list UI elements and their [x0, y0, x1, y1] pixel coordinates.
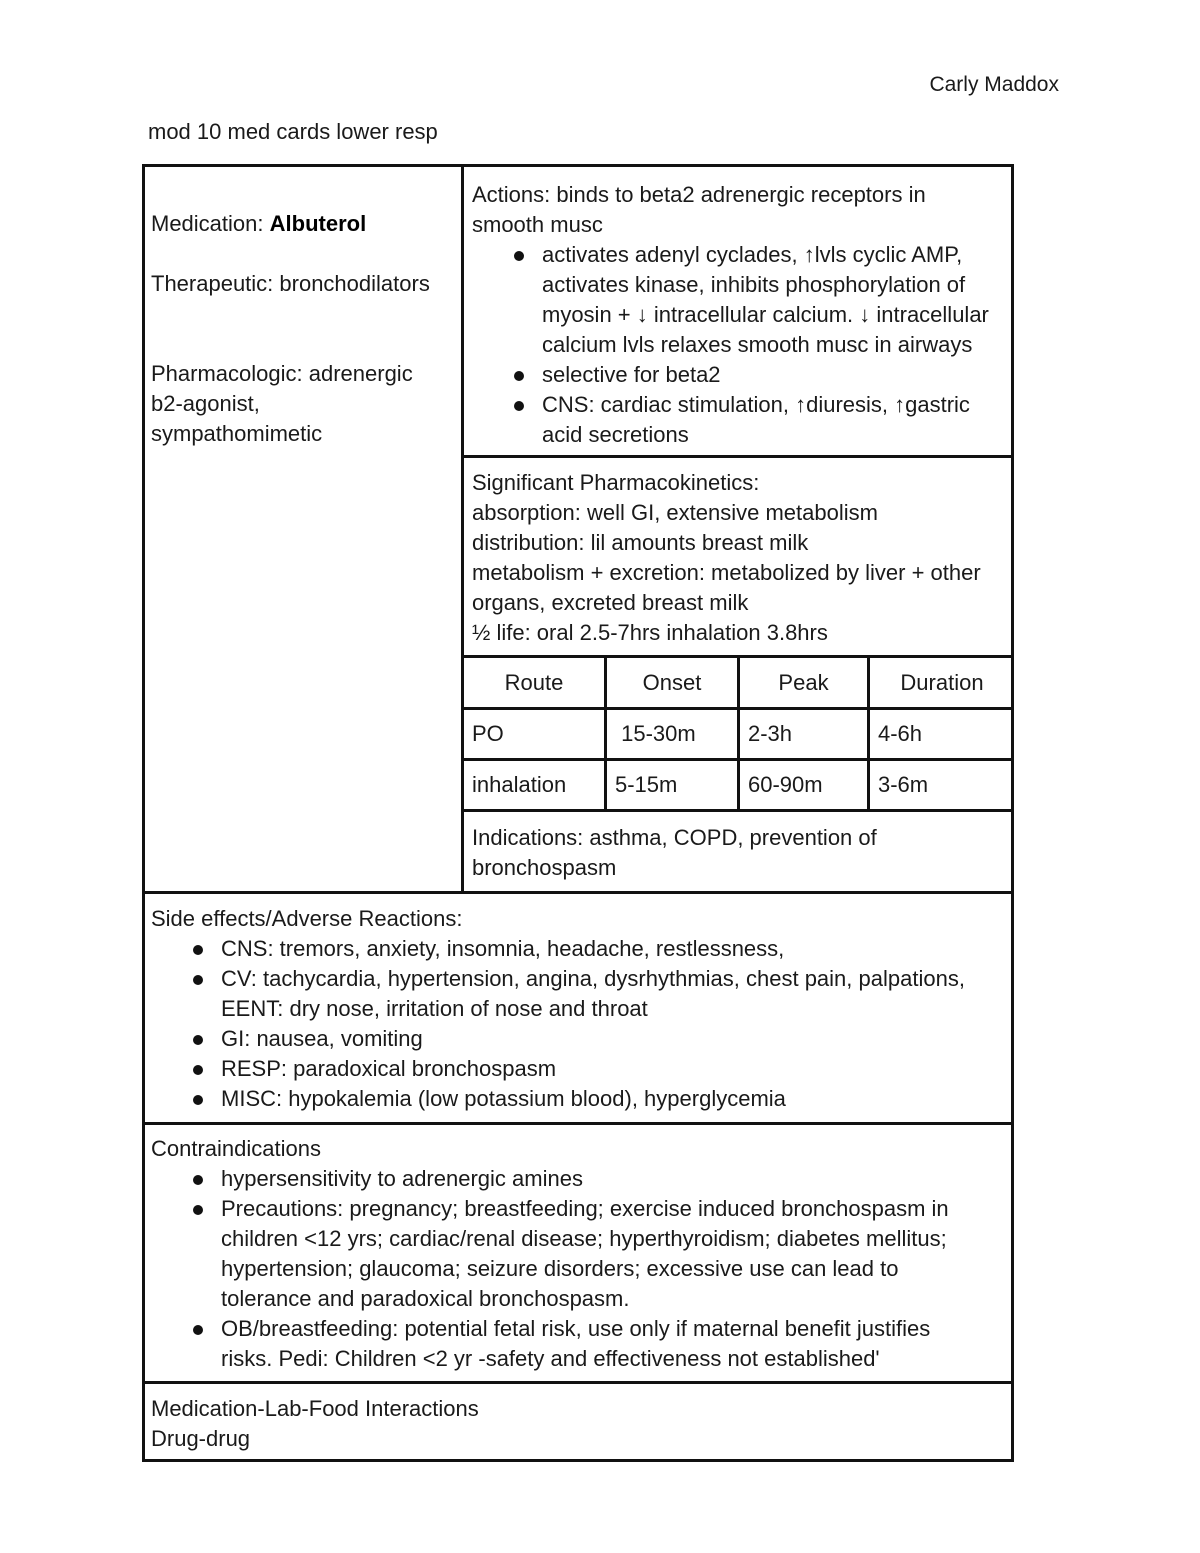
table-header-peak: Peak — [778, 669, 829, 695]
interactions-drug-drug: Drug-drug — [151, 1426, 251, 1451]
table-cell: 5-15m — [615, 772, 678, 797]
list-item: CNS: cardiac stimulation, ↑diuresis, ↑gastric acid secretions — [472, 390, 1012, 450]
side-effects-list — [151, 934, 1011, 1114]
actions-list — [472, 240, 1012, 450]
contraindications-title: Contraindications — [151, 1136, 321, 1161]
list-item: Precautions: pregnancy; breastfeeding; exercise induced bronchospasm in children <12 yrs; cardiac/renal disease; hyperthyroidism; diabetes mellitus; hypertension; glaucoma; seizure disorders; excessive use can lead to tolerance and paradoxical bronchospasm. — [151, 1194, 1011, 1314]
row-divider-table-row2 — [461, 809, 1014, 812]
list-item: RESP: paradoxical bronchospasm — [151, 1054, 1011, 1084]
side-effects-title: Side effects/Adverse Reactions: — [151, 906, 463, 931]
table-cell: PO — [472, 721, 504, 746]
list-item: activates adenyl cyclades, ↑lvls cyclic AMP, activates kinase, inhibits phosphorylation of myosin + ↓ intracellular calcium. ↓ intracellular calcium lvls relaxes smooth musc in airways — [472, 240, 1012, 360]
pharmacologic-line-3: sympathomimetic — [151, 421, 323, 446]
therapeutic-class: Therapeutic: bronchodilators — [151, 271, 430, 296]
pk-distribution: distribution: lil amounts breast milk — [472, 530, 809, 555]
side-effects-section — [151, 904, 1011, 1114]
row-divider-actions — [461, 455, 1014, 458]
author-name: Carly Maddox — [929, 73, 1059, 96]
interactions-title: Medication-Lab-Food Interactions — [151, 1396, 479, 1421]
contraindications-list — [151, 1164, 1011, 1374]
contraindications-section — [151, 1134, 1011, 1374]
med-card — [142, 164, 1014, 1462]
table-header-route: Route — [504, 669, 564, 695]
indications-section: Indications: asthma, COPD, prevention of bronchospasm — [472, 825, 877, 880]
pharmacologic-line-1: Pharmacologic: adrenergic — [151, 361, 413, 386]
list-item: GI: nausea, vomiting — [151, 1024, 1011, 1054]
row-divider-contraindications — [145, 1122, 1014, 1125]
list-item: CNS: tremors, anxiety, insomnia, headache, restlessness, — [151, 934, 1011, 964]
table-cell: inhalation — [472, 772, 567, 797]
pk-absorption: absorption: well GI, extensive metabolism — [472, 500, 878, 525]
list-item: MISC: hypokalemia (low potassium blood), hyperglycemia — [151, 1084, 1011, 1114]
list-item: OB/breastfeeding: potential fetal risk, use only if maternal benefit justifies risks. Pedi: Children <2 yr -safety and effectiveness not established' — [151, 1314, 1011, 1374]
row-divider-interactions — [145, 1381, 1014, 1384]
medication-info — [151, 209, 451, 449]
medication-line: Medication: Albuterol — [151, 211, 367, 236]
table-cell: 4-6h — [878, 721, 923, 746]
table-cell: 2-3h — [748, 721, 793, 746]
actions-intro: Actions: binds to beta2 adrenergic receptors in smooth musc — [472, 182, 926, 237]
pk-metabolism: metabolism + excretion: metabolized by liver + other — [472, 560, 981, 585]
column-divider — [461, 167, 464, 891]
pharmacologic-line-2: b2-agonist, — [151, 391, 260, 416]
list-item: selective for beta2 — [472, 360, 1012, 390]
list-item: hypersensitivity to adrenergic amines — [151, 1164, 1011, 1194]
pk-half-life: ½ life: oral 2.5-7hrs inhalation 3.8hrs — [472, 620, 828, 645]
page-title: mod 10 med cards lower resp — [148, 119, 438, 144]
row-divider-side-effects — [145, 891, 1014, 894]
table-cell: 60-90m — [748, 772, 823, 797]
actions-section — [472, 180, 1012, 450]
medication-name: Albuterol — [269, 211, 367, 236]
table-header-duration: Duration — [900, 669, 984, 695]
interactions-section — [151, 1394, 1011, 1454]
pk-metabolism-cont: organs, excreted breast milk — [472, 590, 749, 615]
pk-title: Significant Pharmacokinetics: — [472, 470, 760, 495]
table-cell: 15-30m — [615, 721, 696, 746]
table-cell: 3-6m — [878, 772, 929, 797]
pharmacokinetics-section — [472, 468, 1012, 648]
table-header-onset: Onset — [642, 669, 702, 695]
list-item: CV: tachycardia, hypertension, angina, dysrhythmias, chest pain, palpations, EENT: dry nose, irritation of nose and throat — [151, 964, 1011, 1024]
